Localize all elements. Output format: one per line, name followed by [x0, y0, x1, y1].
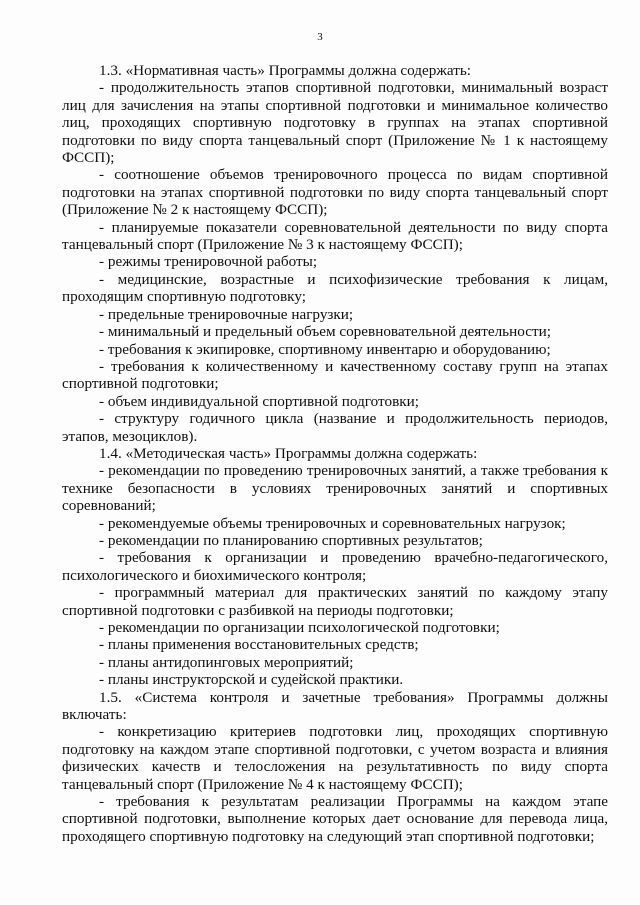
list-item: - планы применения восстановительных средств; — [99, 636, 419, 654]
list-item: - планируемые показатели соревновательной деятельности по виду спорта танцевальный спорт (Приложение № 3 к настоящему ФССП); — [62, 218, 608, 254]
list-item: - рекомендуемые объемы тренировочных и соревновательных нагрузок; — [99, 514, 566, 532]
list-item: - режимы тренировочной работы; — [99, 253, 318, 271]
list-item: - соотношение объемов тренировочного процесса по видам спортивной подготовки на этапах спортивной подготовки по виду спорта танцевальный спорт (Приложение № 2 к настоящему ФССП); — [62, 166, 608, 219]
list-item: - требования к организации и проведению врачебно-педагогического, психологического и биохимического контроля; — [62, 549, 608, 584]
document-body — [62, 62, 608, 845]
list-item: - планы антидопинговых мероприятий; — [99, 653, 354, 671]
list-item: - требования к результатам реализации Программы на каждом этапе спортивной подготовки, выполнение которых дает основание для перевода лица, проходящего спортивную подготовку на следующий этап спортивной подготовки; — [62, 793, 608, 845]
list-item: - программный материал для практических занятий по каждому этапу спортивной подготовки с разбивкой на периоды подготовки; — [62, 584, 608, 619]
section-heading-1-3: 1.3. «Нормативная часть» Программы должна содержать: — [99, 62, 471, 79]
list-item: - рекомендации по организации психологической подготовки; — [99, 619, 500, 636]
list-item: - планы инструкторской и судейской практики. — [99, 671, 404, 689]
list-item: - рекомендации по планированию спортивных результатов; — [99, 531, 483, 549]
list-item: - предельные тренировочные нагрузки; — [99, 305, 354, 323]
page-number: 3 — [317, 31, 323, 43]
list-item: - структуру годичного цикла (название и продолжительность периодов, этапов, мезоциклов). — [62, 410, 608, 445]
list-item: - рекомендации по проведению тренировочных занятий, а также требования к технике безопасности в условиях тренировочных занятий и спортивных соревнований; — [62, 462, 608, 515]
section-heading-1-5: 1.5. «Система контроля и зачетные требования» Программы должны включать: — [62, 688, 608, 724]
section-heading-1-4: 1.4. «Методическая часть» Программы должна содержать: — [99, 444, 478, 462]
list-item: - конкретизацию критериев подготовки лиц, проходящих спортивную подготовку на каждом этапе спортивной подготовки, с учетом возраста и влияния физических качеств и телосложения на результативность по виду спорта танцевальный спорт (Приложение № 4 к настоящему ФССП); — [62, 723, 608, 793]
list-item: - объем индивидуальной спортивной подготовки; — [99, 392, 419, 410]
list-item: - требования к количественному и качественному составу групп на этапах спортивной подготовки; — [62, 357, 608, 393]
list-item: - медицинские, возрастные и психофизические требования к лицам, проходящим спортивную подготовку; — [62, 270, 608, 306]
list-item: - продолжительность этапов спортивной подготовки, минимальный возраст лиц для зачисления на этапы спортивной подготовки и минимальное количество лиц, проходящих спортивную подготовку в группах на этапах спортивной подготовки по виду спорта танцевальный спорт (Приложение № 1 к настоящему ФССП); — [62, 79, 608, 167]
list-item: - минимальный и предельный объем соревновательной деятельности; — [99, 323, 551, 341]
list-item: - требования к экипировке, спортивному инвентарю и оборудованию; — [99, 340, 551, 358]
